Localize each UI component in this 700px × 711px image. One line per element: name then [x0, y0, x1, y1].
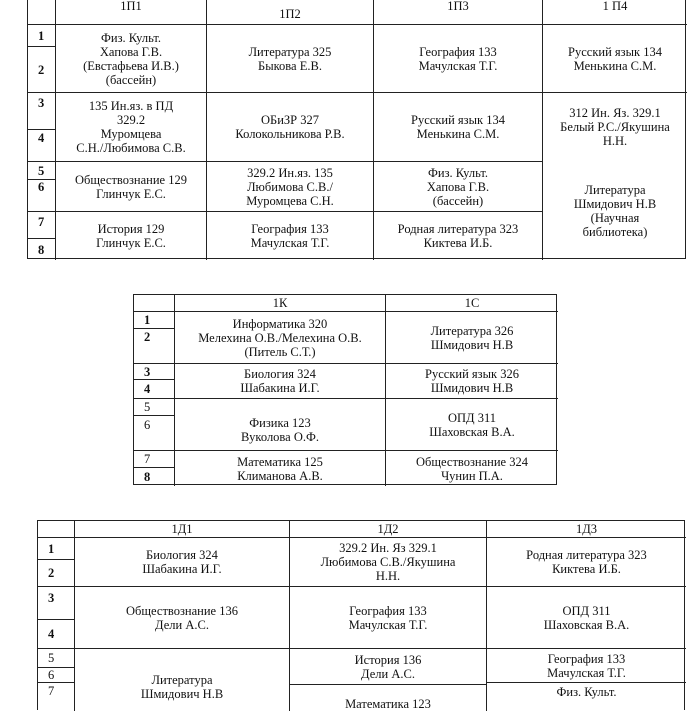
lesson-cell: Литература Шмидович Н.В: [140, 673, 224, 701]
lesson-cell: Физ. Культ.: [556, 685, 617, 699]
lesson-cell: Физ. Культ. Хапова Г.В. (Евстафьева И.В.) (бассейн): [83, 30, 179, 87]
group-header-1s: [386, 295, 558, 311]
lesson-cell: Физ. Культ. Хапова Г.В. (бассейн): [426, 165, 490, 208]
lesson-number: 6: [38, 180, 45, 194]
lesson-cell: Математика 123: [345, 697, 431, 711]
group-label: 1С: [464, 296, 480, 310]
lesson-number: 5: [144, 400, 151, 414]
lesson-cell: ОПД 311 Шаховская В.А.: [543, 603, 630, 632]
lesson-number: 2: [48, 566, 55, 580]
lesson-number: 3: [48, 590, 55, 605]
group-header-1p3: [374, 0, 542, 13]
lesson-cell: Биология 324 Шабакина И.Г.: [240, 367, 320, 395]
group-label: 1К: [272, 296, 288, 310]
group-header-1d3: [487, 521, 686, 537]
lesson-cell: География 133 Мачулская Т.Г.: [418, 44, 498, 73]
group-label: 1П3: [447, 0, 469, 13]
lesson-cell: Родная литература 323 Киктева И.Б.: [526, 548, 647, 576]
lesson-number: 2: [38, 62, 45, 77]
group-header-1d1: [75, 521, 289, 537]
lesson-cell: Литература 326 Шмидович Н.В: [430, 323, 514, 352]
lesson-number: 4: [38, 130, 45, 145]
lesson-cell: 312 Ин. Яз. 329.1 Белый Р.С./Якушина Н.Н.: [560, 106, 670, 148]
group-header-1p2: [207, 0, 373, 24]
lesson-cell: 329.2 Ин. Яз 329.1 Любимова С.В./Якушина Н.Н.: [320, 541, 456, 583]
lesson-number: 6: [48, 668, 55, 682]
lesson-number: 4: [48, 627, 55, 641]
lesson-number: 8: [144, 470, 151, 484]
schedule-table-1p: [27, 0, 686, 259]
lesson-cell: Русский язык 326 Шмидович Н.В: [425, 367, 519, 395]
lesson-cell: География 133 Мачулская Т.Г.: [348, 603, 428, 632]
lesson-number: 5: [48, 651, 55, 665]
lesson-cell: 135 Ин.яз. в ПД 329.2 Муромцева С.Н./Любимова С.В.: [76, 99, 186, 155]
group-label: 1Д2: [377, 522, 399, 536]
lesson-cell: Обществознание 324 Чунин П.А.: [416, 454, 528, 483]
group-label: 1П2: [279, 6, 301, 21]
lesson-cell: География 133 Мачулская Т.Г.: [547, 651, 626, 680]
group-label: 1Д1: [171, 522, 193, 536]
group-label: 1П1: [120, 0, 142, 13]
group-header-1k: [175, 295, 385, 311]
lesson-number: 1: [38, 28, 45, 43]
lesson-number: 3: [144, 364, 151, 379]
lesson-cell: Информатика 320 Мелехина О.В./Мелехина О.В. (Питель С.Т.): [198, 316, 362, 359]
lesson-cell: Литература 325 Быкова Е.В.: [248, 44, 332, 73]
lesson-number: 2: [144, 330, 151, 344]
lesson-cell: Литература Шмидович Н.В (Научная библиотека): [573, 183, 657, 239]
group-header-1d2: [290, 521, 486, 537]
lesson-cell: Русский язык 134 Менькина С.М.: [568, 44, 662, 73]
lesson-number: 8: [38, 242, 45, 257]
lesson-cell: История 136 Дели А.С.: [354, 652, 422, 681]
group-header-1p4: [543, 0, 687, 13]
group-label: 1 П4: [602, 0, 628, 13]
lesson-number: 7: [48, 684, 55, 698]
lesson-number: 4: [144, 382, 151, 396]
lesson-number: 3: [38, 96, 45, 110]
lesson-cell: Обществознание 129 Глинчук Е.С.: [75, 172, 187, 201]
lesson-cell: Родная литература 323 Киктева И.Б.: [397, 222, 519, 250]
lesson-number: 1: [144, 313, 151, 327]
lesson-number: 7: [38, 215, 45, 229]
group-label: 1Д3: [575, 522, 598, 536]
lesson-cell: Физика 123 Вуколова О.Ф.: [241, 415, 319, 444]
lesson-cell: Русский язык 134 Менькина С.М.: [411, 113, 505, 141]
schedule-table-1k-1s: [133, 294, 557, 485]
lesson-number: 6: [144, 418, 151, 432]
schedule-table-1d: [37, 520, 685, 710]
lesson-cell: Биология 324 Шабакина И.Г.: [142, 548, 222, 576]
lesson-cell: Математика 125 Климанова А.В.: [237, 454, 323, 483]
lesson-cell: ОПД 311 Шаховская В.А.: [429, 410, 515, 439]
group-header-1p1: [56, 0, 206, 13]
lesson-cell: Обществознание 136 Дели А.С.: [126, 603, 238, 632]
lesson-cell: 329.2 Ин.яз. 135 Любимова С.В./ Муромцева С.Н.: [246, 165, 334, 208]
lesson-number: 5: [38, 163, 45, 178]
lesson-cell: ОБиЗР 327 Колокольникова Р.В.: [235, 113, 345, 141]
lesson-number: 7: [144, 452, 151, 466]
lesson-cell: География 133 Мачулская Т.Г.: [250, 222, 330, 250]
lesson-number: 1: [48, 541, 55, 556]
lesson-cell: История 129 Глинчук Е.С.: [96, 222, 166, 250]
